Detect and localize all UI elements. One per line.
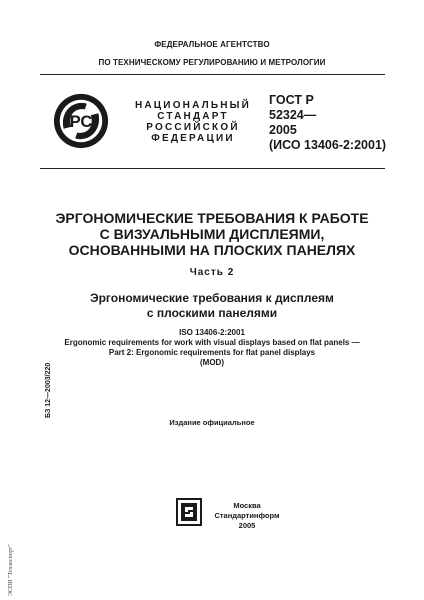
document-title [0,210,424,258]
english-title-line: Part 2: Ergonomic requirements for flat panel displays [108,348,316,357]
standartinform-logo-icon [176,498,202,526]
agency-name-line2: ПО ТЕХНИЧЕСКОМУ РЕГУЛИРОВАНИЮ И МЕТРОЛОГИИ [98,58,326,67]
national-standard-line: НАЦИОНАЛЬНЫЙ [134,100,252,111]
publisher-city: Москва [233,501,261,510]
official-edition-label: Издание официальное [169,418,255,427]
subtitle-line: Эргономические требования к дисплеям [90,291,334,305]
publisher-info [212,501,282,531]
part-label: Часть 2 [189,267,235,278]
watermark-text: ЭСПИ "Техэкспорт" [8,544,14,596]
gost-line: 2005 [269,123,297,137]
national-standard-line: СТАНДАРТ [157,111,229,122]
gost-line: ГОСТ Р [269,93,314,107]
english-title [0,328,424,368]
gost-designation [269,93,409,153]
gost-line: (ИСО 13406-2:2001) [269,138,387,152]
header-divider-bottom [40,168,385,169]
english-title-line: Ergonomic requirements for work with visual displays based on flat panels — [64,338,360,347]
header-divider-top [40,74,385,75]
english-title-line: ISO 13406-2:2001 [179,328,245,337]
publisher-name: Стандартинформ [214,511,280,520]
national-standard-line: РОССИЙСКОЙ [146,122,240,133]
agency-name-line1: ФЕДЕРАЛЬНОЕ АГЕНТСТВО [154,40,270,49]
svg-text:РС: РС [69,112,93,131]
national-standard-label [128,100,258,144]
english-title-line: (MOD) [200,358,224,367]
publisher-year: 2005 [238,521,256,530]
title-line: ЭРГОНОМИЧЕСКИЕ ТРЕБОВАНИЯ К РАБОТЕ [55,210,369,226]
gost-line: 52324— [269,108,317,122]
rst-conformity-logo-icon [52,92,110,150]
national-standard-line: ФЕДЕРАЦИИ [151,133,235,144]
document-subtitle [0,291,424,321]
subtitle-line: с плоскими панелями [146,306,278,320]
title-line: ОСНОВАННЫМИ НА ПЛОСКИХ ПАНЕЛЯХ [68,242,356,258]
catalog-mark: БЗ 12—2003/220 [45,362,52,418]
title-line: С ВИЗУАЛЬНЫМИ ДИСПЛЕЯМИ, [99,226,325,242]
